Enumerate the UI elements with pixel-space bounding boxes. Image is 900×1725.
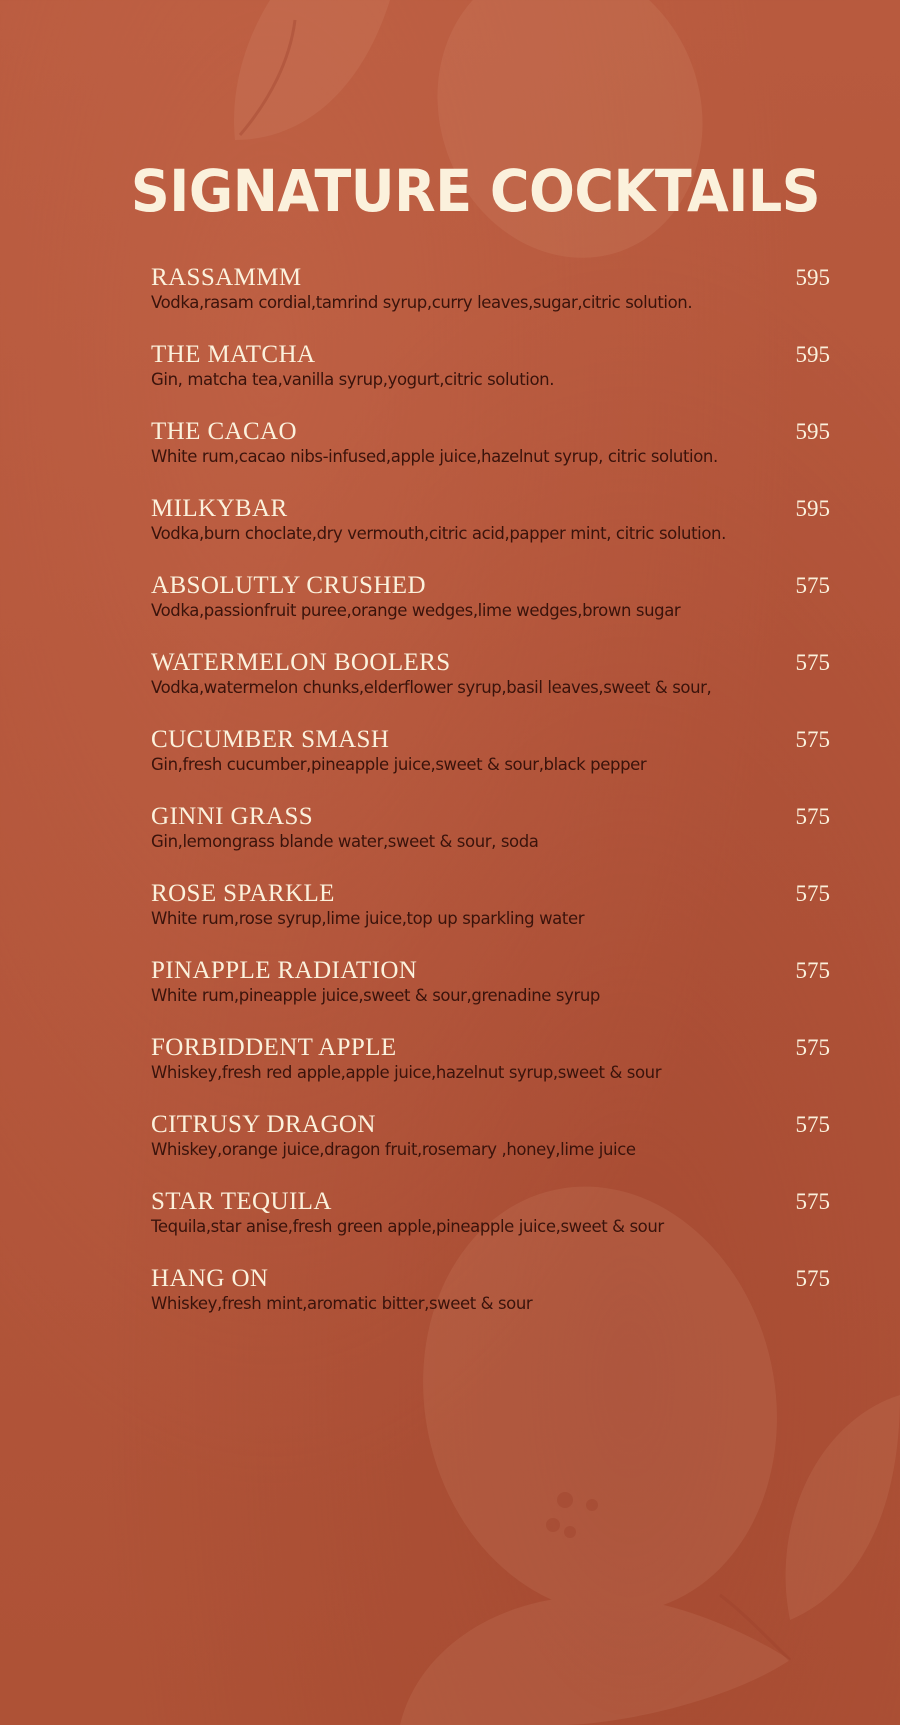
item-name: FORBIDDENT APPLE [151, 1034, 397, 1061]
menu-item [151, 417, 830, 494]
item-name: HANG ON [151, 1265, 269, 1292]
item-description: Gin, matcha tea,vanilla syrup,yogurt,citric solution. [151, 370, 555, 389]
item-name: STAR TEQUILA [151, 1188, 332, 1215]
item-description: White rum,rose syrup,lime juice,top up sparkling water [151, 909, 585, 928]
page-title: SIGNATURE COCKTAILS [130, 157, 821, 225]
item-price: 595 [795, 419, 830, 444]
item-price: 595 [795, 265, 830, 290]
menu-item [151, 494, 830, 571]
item-name: WATERMELON BOOLERS [151, 649, 451, 676]
item-name: PINAPPLE RADIATION [151, 957, 418, 984]
item-description: Whiskey,fresh mint,aromatic bitter,sweet & sour [151, 1294, 533, 1313]
item-price: 575 [795, 958, 830, 983]
item-description: Tequila,star anise,fresh green apple,pineapple juice,sweet & sour [151, 1217, 664, 1236]
item-description: White rum,cacao nibs-infused,apple juice,hazelnut syrup, citric solution. [151, 447, 718, 466]
item-name: ROSE SPARKLE [151, 880, 335, 907]
menu-item [151, 571, 830, 648]
item-description: Whiskey,orange juice,dragon fruit,rosemary ,honey,lime juice [151, 1140, 636, 1159]
item-price: 595 [795, 496, 830, 521]
item-price: 575 [795, 1035, 830, 1060]
item-name: GINNI GRASS [151, 803, 314, 830]
menu-item [151, 340, 830, 417]
menu-item [151, 1187, 830, 1264]
item-description: Gin,lemongrass blande water,sweet & sour, soda [151, 832, 539, 851]
item-name: RASSAMMM [151, 264, 302, 291]
item-description: Vodka,burn choclate,dry vermouth,citric acid,papper mint, citric solution. [151, 524, 726, 543]
item-description: Vodka,watermelon chunks,elderflower syrup,basil leaves,sweet & sour, [151, 678, 712, 697]
item-name: THE MATCHA [151, 341, 316, 368]
menu-item [151, 648, 830, 725]
item-price: 575 [795, 650, 830, 675]
item-price: 575 [795, 881, 830, 906]
item-description: Whiskey,fresh red apple,apple juice,hazelnut syrup,sweet & sour [151, 1063, 662, 1082]
item-description: Vodka,passionfruit puree,orange wedges,lime wedges,brown sugar [151, 601, 681, 620]
menu-item [151, 1110, 830, 1187]
menu-item [151, 1033, 830, 1110]
item-price: 575 [795, 804, 830, 829]
item-name: ABSOLUTLY CRUSHED [151, 572, 426, 599]
item-name: CITRUSY DRAGON [151, 1111, 376, 1138]
menu-item [151, 802, 830, 879]
item-description: Vodka,rasam cordial,tamrind syrup,curry leaves,sugar,citric solution. [151, 293, 693, 312]
menu-item [151, 1264, 830, 1341]
item-name: CUCUMBER SMASH [151, 726, 390, 753]
menu-item [151, 879, 830, 956]
menu-item [151, 725, 830, 802]
item-price: 575 [795, 727, 830, 752]
item-price: 575 [795, 1112, 830, 1137]
menu-item [151, 956, 830, 1033]
item-name: MILKYBAR [151, 495, 288, 522]
item-price: 575 [795, 573, 830, 598]
item-price: 575 [795, 1266, 830, 1291]
item-price: 595 [795, 342, 830, 367]
item-name: THE CACAO [151, 418, 297, 445]
item-description: Gin,fresh cucumber,pineapple juice,sweet & sour,black pepper [151, 755, 647, 774]
cocktail-list [151, 263, 830, 1341]
item-price: 575 [795, 1189, 830, 1214]
item-description: White rum,pineapple juice,sweet & sour,grenadine syrup [151, 986, 600, 1005]
menu-item [151, 263, 830, 340]
